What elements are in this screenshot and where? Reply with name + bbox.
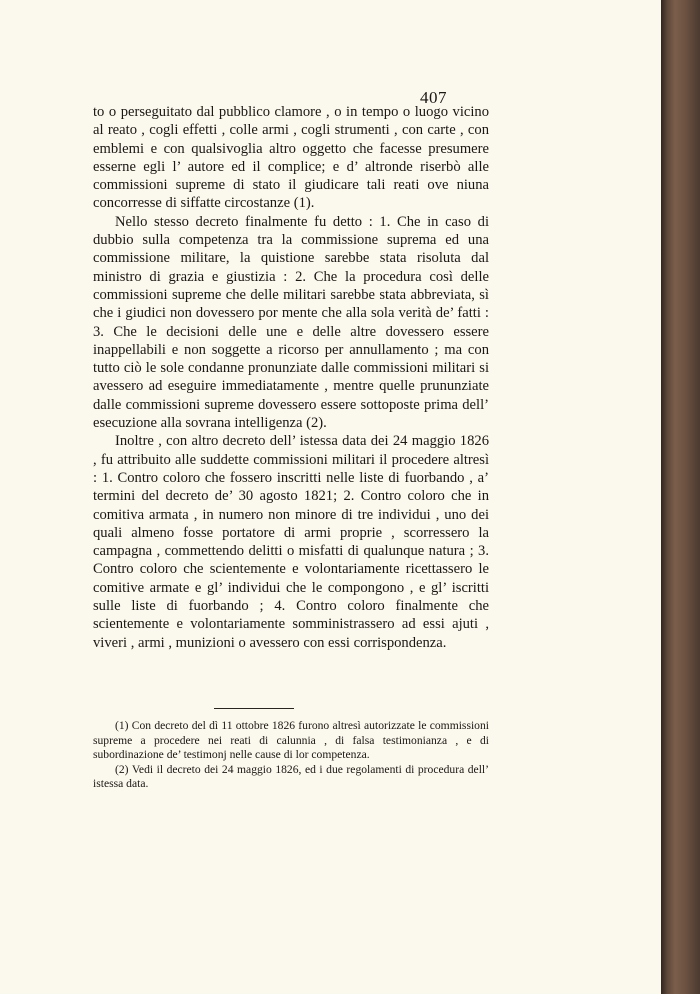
paragraph-decree-provisions: Nello stesso decreto finalmente fu detto : 1. Che in caso di dubbio sulla competenza tra la commissione suprema ed una commissione militare, la quistione sarebbe stata risoluta dal ministro di grazia e giustizia : 2. Che la procedura così delle commissioni supreme che delle militari sarebbe stata abbreviata, sì che i giudici non dovessero por mente che alla sola verità de’ fatti : 3. Che le decisioni delle une e delle altre dovessero essere inappellabili e non soggette a ricorso per annullamento ; ma con tutto ciò le sole condanne pronunziate dalle commissioni militari si avessero ad eseguire immediatamente , mentre quelle prununziate dalle commissioni supreme dovessero essere sottoposte prima dell’ esecuzione alla sovrana intelligenza (2). <box>93 213 489 432</box>
footnote-divider <box>214 708 294 709</box>
footnote-1: (1) Con decreto del dì 11 ottobre 1826 furono altresì autorizzate le commissioni supreme a procedere nei reati di calunnia , di falsa testimonianza , e di subordinazione de’ testimonj nelle cause di lor competenza. <box>93 719 489 762</box>
paragraph-military-commissions: Inoltre , con altro decreto dell’ istessa data dei 24 maggio 1826 , fu attribuito alle suddette commissioni militari il procedere altresì : 1. Contro coloro che fossero inscritti nelle liste di fuorbando , a’ termini del decreto de’ 30 agosto 1821; 2. Contro coloro che in comitiva armata , in numero non minore di tre individui , uno dei quali almeno fosse portatore di armi proprie , scorressero la campagna , commettendo delitti o misfatti di qualunque natura ; 3. Contro coloro che scientemente e volontariamente ricettassero le comitive armate e gl’ individui che le compongono , e gl’ iscritti sulle liste di fuorbando ; 4. Contro coloro finalmente che scientemente e volontariamente somministrassero ad essi ajuti , viveri , armi , munizioni o avessero con essi corrispondenza. <box>93 433 489 651</box>
book-binding-edge <box>661 0 700 994</box>
paragraph-continuation: to o perseguitato dal pubblico clamore , o in tempo o luogo vicino al reato , cogli effetti , colle armi , cogli strumenti , con carte , con emblemi e con qualsivoglia altro oggetto che facesse presumere esserne egli l’ autore ed il complice; e d’ altronde riserbò alle commissioni supreme di stato il giudicare tali reati ove niuna concorresse di siffatte circostanze (1). <box>93 104 489 212</box>
footnote-2: (2) Vedi il decreto dei 24 maggio 1826, ed i due regolamenti di procedura dell’ istessa data. <box>93 762 489 791</box>
footnotes <box>93 719 489 792</box>
main-text <box>93 103 489 652</box>
page-number: 407 <box>420 88 447 107</box>
